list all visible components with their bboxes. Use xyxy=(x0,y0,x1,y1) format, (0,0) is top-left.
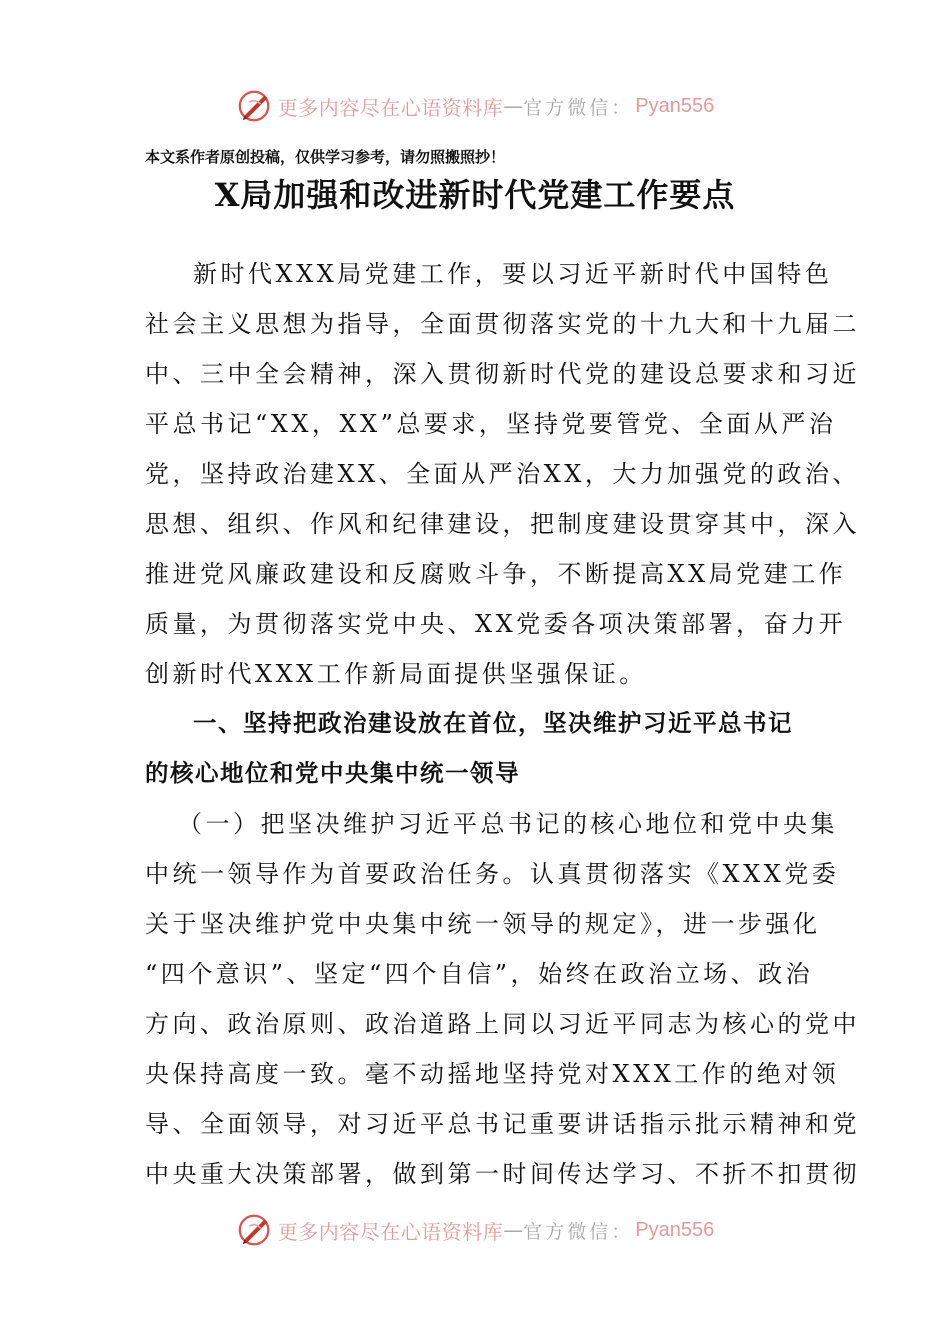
body-line: 推进党风廉政建设和反腐败斗争，不断提高XX局党建工作 xyxy=(145,560,847,588)
pen-circle-logo-icon xyxy=(236,1211,274,1249)
header-watermark xyxy=(0,86,950,126)
body-line: 中央重大决策部署，做到第一时间传达学习、不折不扣贯彻 xyxy=(145,1160,860,1188)
watermark-handle: Pyan556 xyxy=(635,1218,715,1241)
watermark-dash: — xyxy=(503,1218,524,1242)
footer-watermark xyxy=(0,1210,950,1250)
body-line: 创新时代XXX工作新局面提供坚强保证。 xyxy=(145,660,647,688)
watermark-official: 官方微信： xyxy=(523,96,634,119)
section-heading-line: 一、坚持把政治建设放在首位，坚决维护习近平总书记 xyxy=(193,709,793,737)
body-line: 关于坚决维护党中央集中统一领导的规定》，进一步强化 xyxy=(145,910,821,938)
body-line: 中、三中全会精神，深入贯彻新时代党的建设总要求和习近 xyxy=(145,360,860,388)
body-line: 思想、组织、作风和纪律建设，把制度建设贯穿其中，深入 xyxy=(145,510,860,538)
pen-circle-logo-icon xyxy=(236,87,274,125)
body-line: 社会主义思想为指导，全面贯彻落实党的十九大和十九届二 xyxy=(145,310,860,338)
body-line: 中统一领导作为首要政治任务。认真贯彻落实《XXX党委 xyxy=(145,860,840,888)
watermark-brand: 更多内容尽在心语资料库 xyxy=(277,95,504,120)
body-line: 新时代XXX局党建工作，要以习近平新时代中国特色 xyxy=(193,260,833,288)
watermark-dash: — xyxy=(503,94,524,118)
section-heading-line: 的核心地位和党中央集中统一领导 xyxy=(145,759,520,787)
body-line: 平总书记“XX，XX”总要求，坚持党要管党、全面从严治 xyxy=(145,410,837,438)
body-line: 质量，为贯彻落实党中央、XX党委各项决策部署，奋力开 xyxy=(145,610,847,638)
watermark-brand: 更多内容尽在心语资料库 xyxy=(277,1219,504,1244)
body-line: 党，坚持政治建XX、全面从严治XX，大力加强党的政治、 xyxy=(145,460,860,488)
watermark-official: 官方微信： xyxy=(523,1220,634,1243)
body-line: 导、全面领导，对习近平总书记重要讲话指示批示精神和党 xyxy=(145,1110,860,1138)
document-title: X局加强和改进新时代党建工作要点 xyxy=(214,176,736,214)
copyright-notice: 本文系作者原创投稿，仅供学习参考，请勿照搬照抄！ xyxy=(145,148,506,166)
body-line: （一）把坚决维护习近平总书记的核心地位和党中央集 xyxy=(178,810,838,838)
watermark-handle: Pyan556 xyxy=(635,94,715,117)
body-line: 方向、政治原则、政治道路上同以习近平同志为核心的党中 xyxy=(145,1010,860,1038)
body-line: “四个意识”、坚定“四个自信”，始终在政治立场、政治 xyxy=(145,960,814,988)
body-line: 央保持高度一致。毫不动摇地坚持党对XXX工作的绝对领 xyxy=(145,1060,840,1088)
